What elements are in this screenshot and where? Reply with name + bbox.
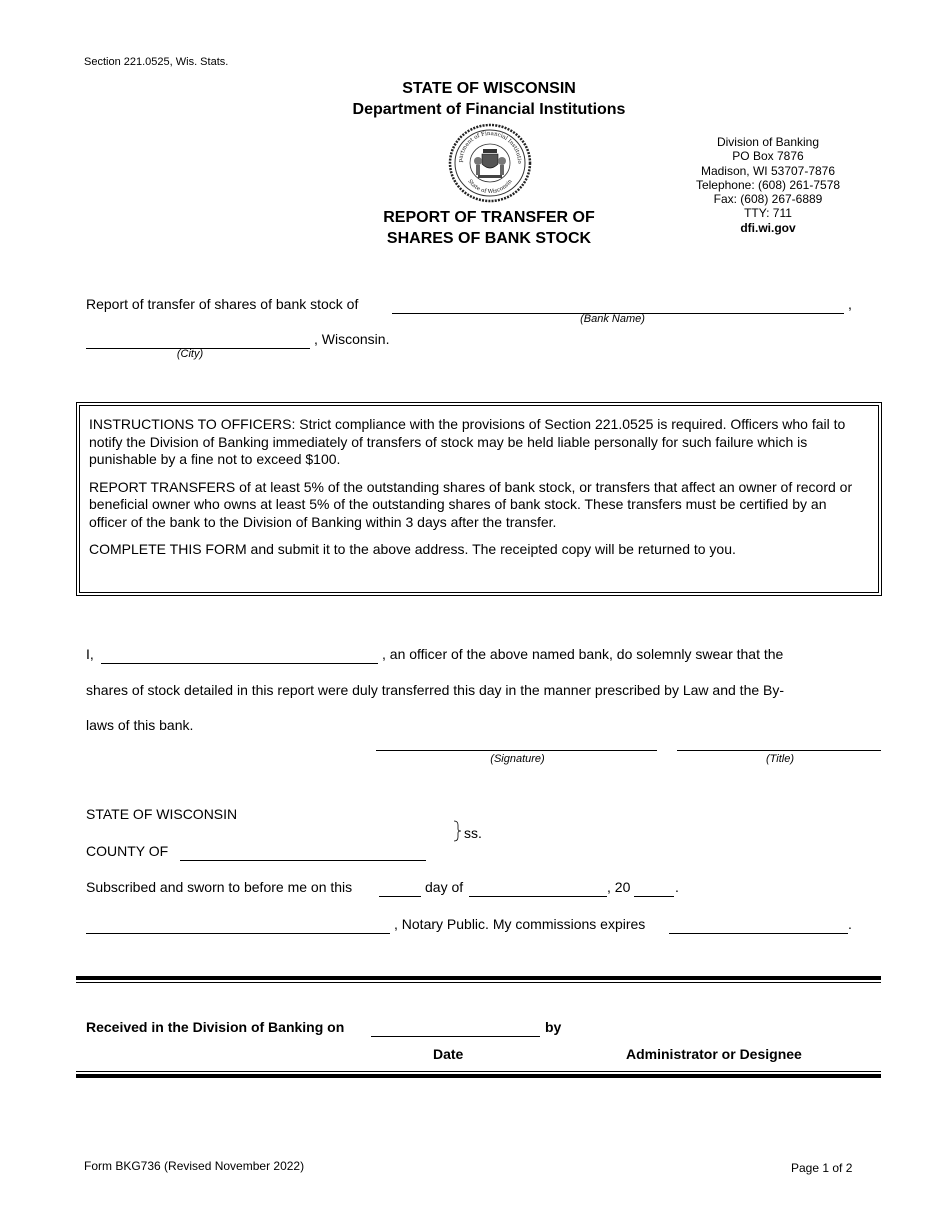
notary-period: . xyxy=(848,916,852,932)
bank-name-caption: (Bank Name) xyxy=(580,313,645,325)
statute-reference: Section 221.0525, Wis. Stats. xyxy=(84,56,229,68)
section-divider-top xyxy=(76,976,881,983)
title-caption: (Title) xyxy=(765,753,794,765)
day-of-text: day of xyxy=(425,879,464,895)
contact-po-box: PO Box 7876 xyxy=(732,149,804,164)
form-title-line1: REPORT OF TRANSFER OF xyxy=(383,209,595,226)
instructions-box xyxy=(76,402,882,596)
city-field[interactable] xyxy=(86,331,310,349)
state-seal-icon xyxy=(448,123,532,203)
bank-name-field[interactable] xyxy=(392,296,844,314)
signature-field[interactable] xyxy=(376,734,657,751)
instructions-paragraph-1: INSTRUCTIONS TO OFFICERS: Strict compliance with the provisions of Section 221.0525 is required. Officers who fail to notify the Division of Banking immediately of transfers of stock may be held liable personally for such failure which is punishable by a fine not to exceed $100. xyxy=(89,416,846,467)
title-field[interactable] xyxy=(677,734,881,751)
notary-state-text: STATE OF WISCONSIN xyxy=(86,806,238,822)
received-label: Received in the Division of Banking on xyxy=(86,1019,345,1035)
page-number: Page 1 of 2 xyxy=(791,1161,853,1175)
oath-i-text: I, xyxy=(86,646,94,662)
contact-fax: Fax: (608) 267-6889 xyxy=(713,192,823,207)
city-caption: (City) xyxy=(176,348,204,360)
officer-name-field[interactable] xyxy=(101,646,378,664)
form-number: Form BKG736 (Revised November 2022) xyxy=(84,1159,305,1173)
notary-name-field[interactable] xyxy=(86,916,390,934)
sworn-year-field[interactable] xyxy=(634,879,674,897)
year-prefix-text: , 20 xyxy=(607,879,631,895)
notary-public-text: , Notary Public. My commissions expires xyxy=(394,916,646,932)
contact-block xyxy=(668,135,868,235)
oath-line3: laws of this bank. xyxy=(86,717,194,733)
oath-line2: shares of stock detailed in this report were duly transferred this day in the manner prescribed by Law and the By- xyxy=(86,682,785,698)
svg-text:Department of Financial Instit: partment of Financial Institutio xyxy=(457,130,523,164)
instructions-paragraph-3: COMPLETE THIS FORM and submit it to the above address. The receipted copy will be returned to you. xyxy=(89,541,736,557)
received-by-text: by xyxy=(545,1019,562,1035)
commission-expires-field[interactable] xyxy=(669,916,848,934)
date-caption: Date xyxy=(433,1046,464,1062)
wisconsin-text: , Wisconsin. xyxy=(314,331,390,347)
contact-website: dfi.wi.gov xyxy=(740,220,796,235)
state-heading: STATE OF WISCONSIN xyxy=(402,80,576,97)
oath-line1-rest: , an officer of the above named bank, do solemnly swear that the xyxy=(382,646,784,662)
contact-division: Division of Banking xyxy=(716,135,820,149)
svg-text:State of Wisconsin: State of Wisconsin xyxy=(466,178,514,196)
department-heading: Department of Financial Institutions xyxy=(352,101,626,118)
received-date-field[interactable] xyxy=(371,1019,540,1037)
instructions-paragraph-2: REPORT TRANSFERS of at least 5% of the outstanding shares of bank stock, or transfers that affect an owner of record or beneficial owner who owns at least 5% of the outstanding shares of bank stock. These transfers must be certified by an officer of the bank to the Division of Banking within 3 days after the transfer. xyxy=(89,478,853,530)
section-divider-bottom xyxy=(76,1071,881,1078)
administrator-caption: Administrator or Designee xyxy=(626,1046,802,1062)
county-text: COUNTY OF xyxy=(86,843,169,859)
sworn-day-field[interactable] xyxy=(379,879,421,897)
contact-telephone: Telephone: (608) 261-7578 xyxy=(695,177,841,192)
contact-tty: TTY: 711 xyxy=(744,206,792,221)
bank-lead-text: Report of transfer of shares of bank stock of xyxy=(86,296,359,312)
contact-city-zip: Madison, WI 53707-7876 xyxy=(700,163,836,178)
sworn-text: Subscribed and sworn to before me on this xyxy=(86,879,353,895)
instructions-inner xyxy=(79,405,879,593)
bank-comma: , xyxy=(848,296,852,312)
county-field[interactable] xyxy=(180,843,426,861)
brace-icon xyxy=(452,820,462,842)
signature-caption: (Signature) xyxy=(490,753,545,765)
sworn-period: . xyxy=(675,879,679,895)
sworn-month-field[interactable] xyxy=(469,879,607,897)
form-title-line2: SHARES OF BANK STOCK xyxy=(386,230,592,247)
ss-text: ss. xyxy=(464,825,482,841)
